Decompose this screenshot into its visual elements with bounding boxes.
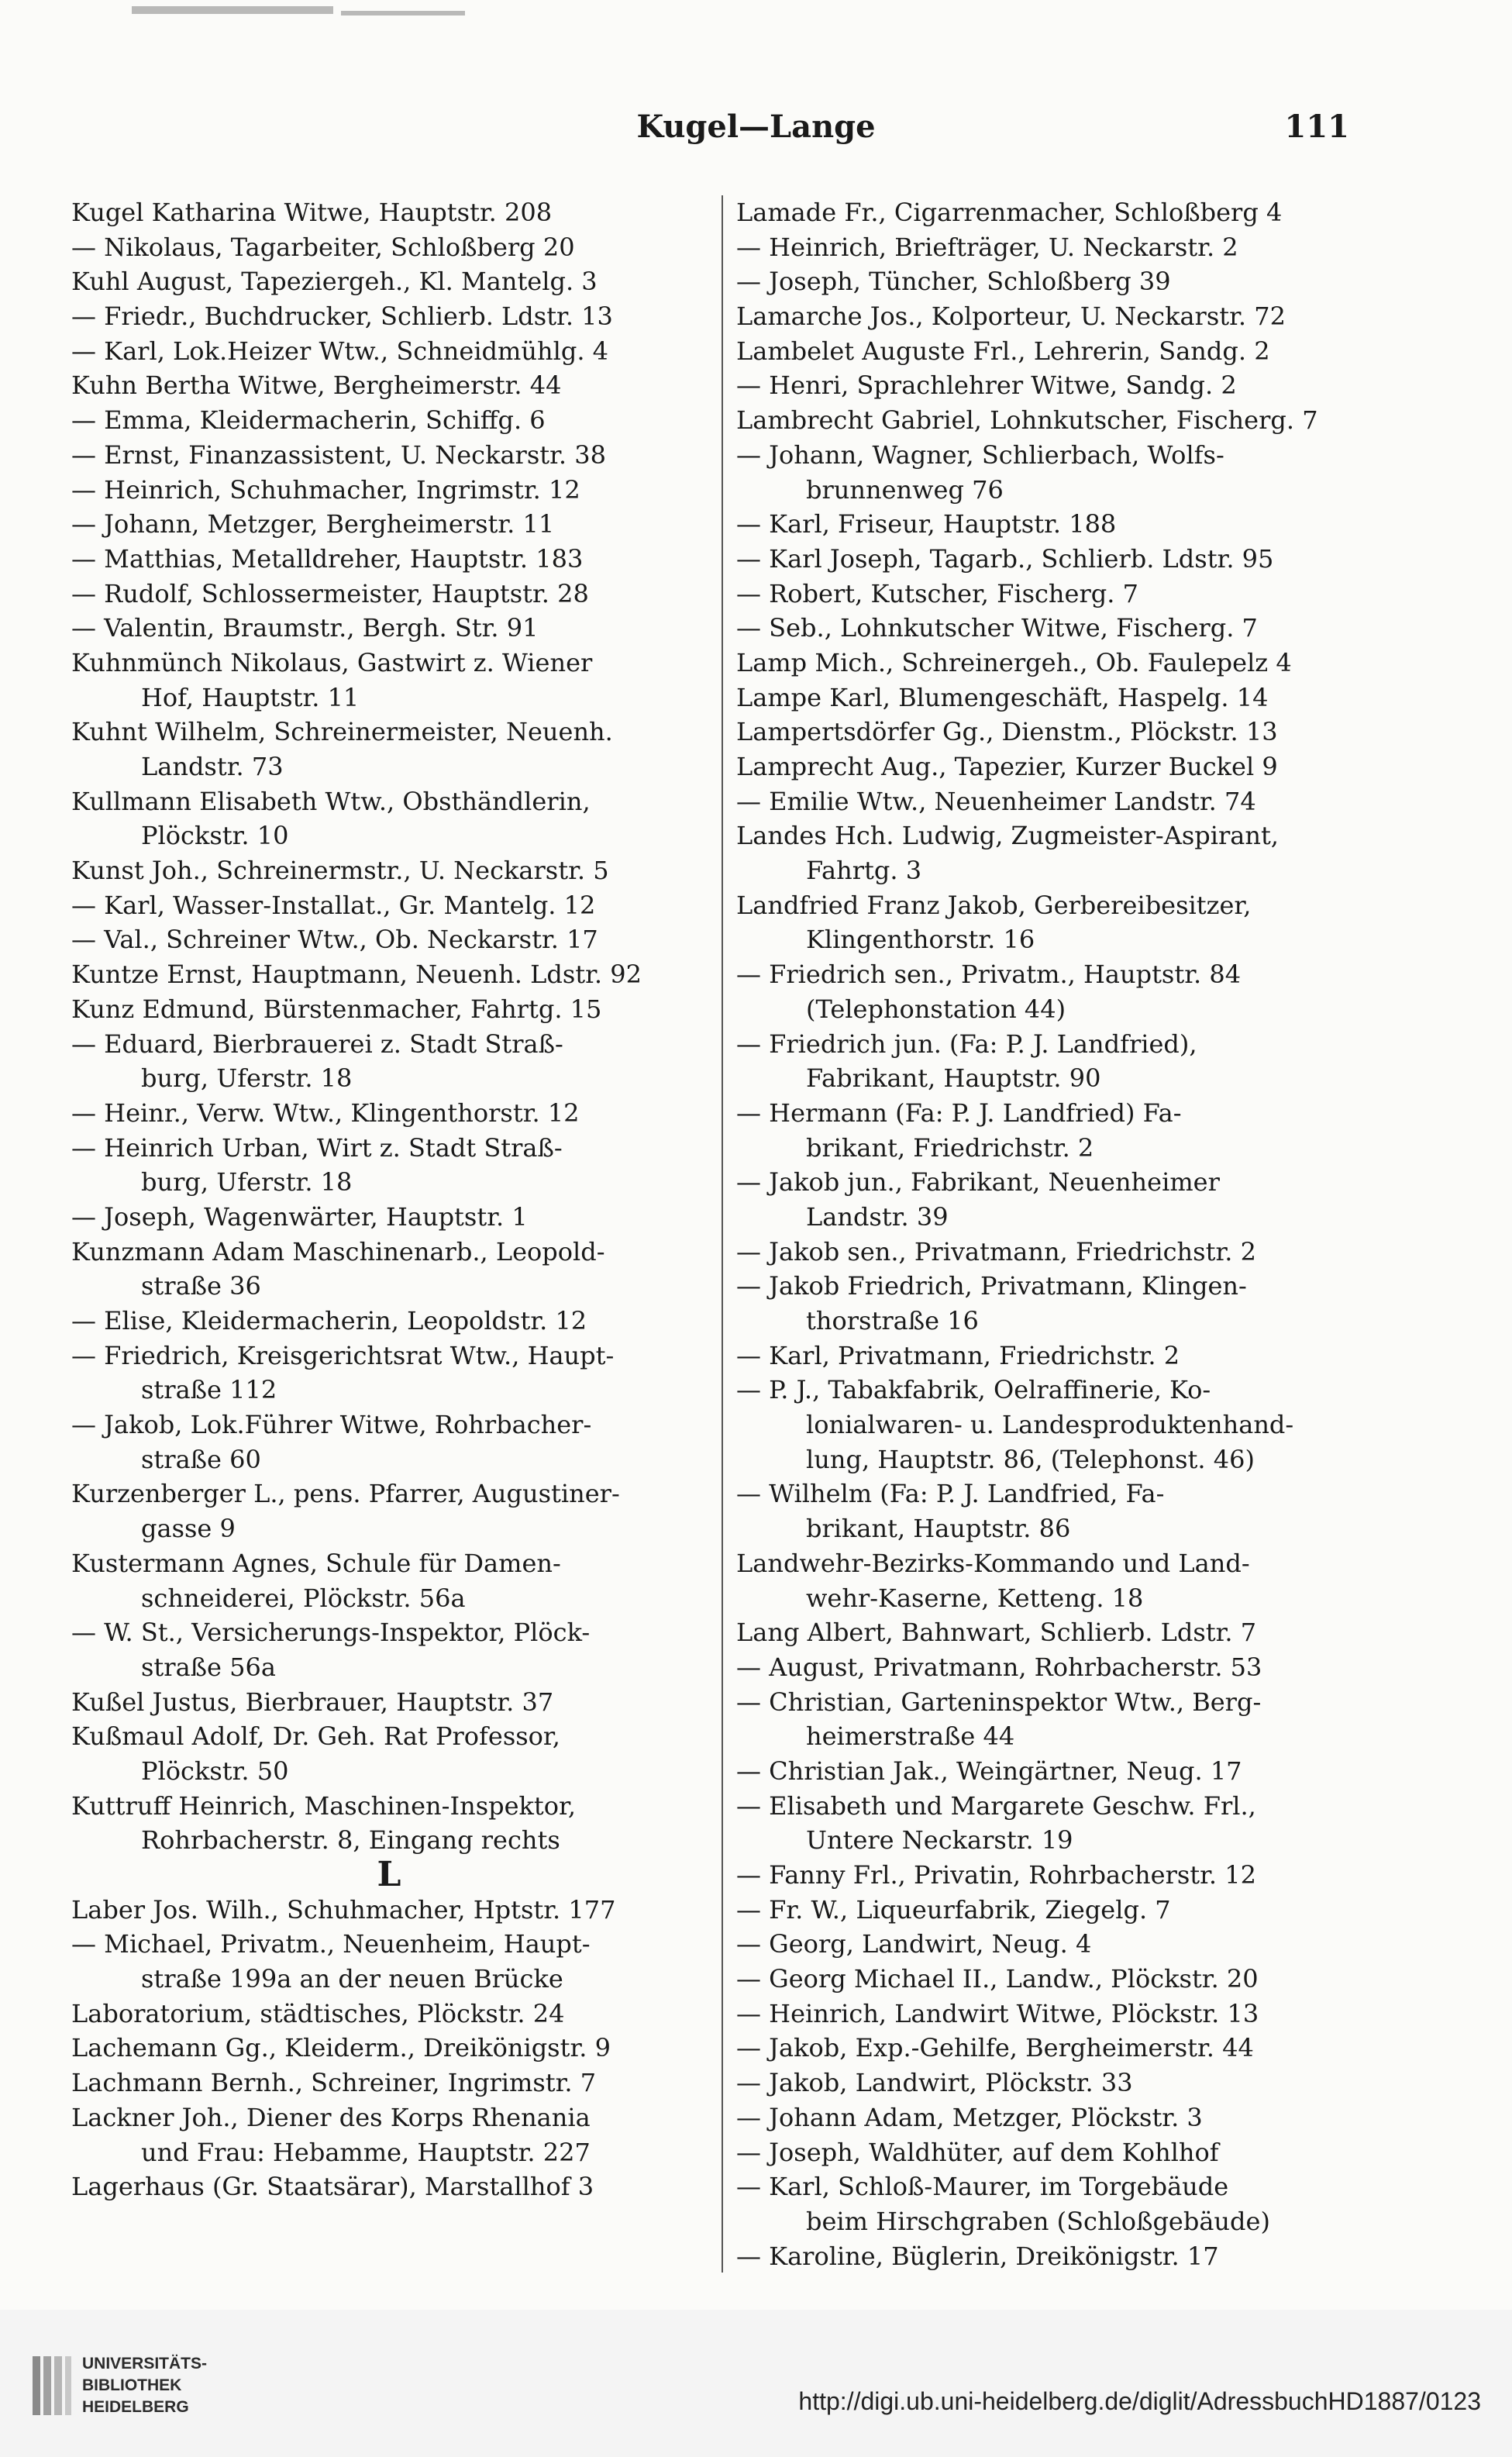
directory-entry-line: Kuhnt Wilhelm, Schreinermeister, Neuenh. [71,717,613,747]
directory-entry-line: — Georg, Landwirt, Neug. 4 [736,1929,1092,1959]
directory-entry-line: heimerstraße 44 [806,1721,1015,1752]
directory-entry-line: — Georg Michael II., Landw., Plöckstr. 20 [736,1964,1259,1994]
directory-entry-line: — Henri, Sprachlehrer Witwe, Sandg. 2 [736,370,1237,401]
directory-entry-line: straße 56a [141,1652,276,1682]
directory-entry-line: Landstr. 39 [806,1201,949,1232]
directory-entry-line: Kustermann Agnes, Schule für Damen- [71,1548,561,1578]
directory-entry-line: — Heinr., Verw. Wtw., Klingenthorstr. 12 [71,1098,580,1128]
directory-entry-line: — Heinrich, Landwirt Witwe, Plöckstr. 13 [736,1998,1259,2028]
directory-entry-line: — Friedrich sen., Privatm., Hauptstr. 84 [736,960,1242,990]
directory-entry-line: Lang Albert, Bahnwart, Schlierb. Ldstr. 7 [736,1618,1257,1648]
directory-entry-line: Rohrbacherstr. 8, Eingang rechts [141,1825,560,1856]
directory-entry-line: — Emilie Wtw., Neuenheimer Landstr. 74 [736,786,1256,816]
directory-entry-line: wehr-Kaserne, Ketteng. 18 [806,1583,1144,1613]
logo-line: BIBLIOTHEK [82,2376,182,2394]
directory-entry-line: Lampertsdörfer Gg., Dienstm., Plöckstr. 13 [736,717,1278,747]
directory-entry-line: schneiderei, Plöckstr. 56a [141,1583,466,1613]
directory-entry-line: — Valentin, Braumstr., Bergh. Str. 91 [71,613,539,643]
directory-entry-line: Fahrtg. 3 [806,856,922,886]
directory-entry-line: — Friedrich, Kreisgerichtsrat Wtw., Haupt- [71,1340,615,1370]
directory-entry-line: Lambrecht Gabriel, Lohnkutscher, Fischerg. 7 [736,405,1318,436]
scan-speck [132,6,333,14]
directory-entry-line: burg, Uferstr. 18 [141,1167,353,1197]
directory-entry-line: Kugel Katharina Witwe, Hauptstr. 208 [71,198,553,227]
directory-entry-line: — Nikolaus, Tagarbeiter, Schloßberg 20 [71,232,575,262]
directory-entry-line: — Friedr., Buchdrucker, Schlierb. Ldstr. 13 [71,302,613,332]
directory-entry-line: Lamp Mich., Schreinergeh., Ob. Faulepelz 4 [736,647,1292,677]
directory-entry-line: brunnenweg 76 [806,474,1004,505]
directory-entry-line: Lamade Fr., Cigarrenmacher, Schloßberg 4 [736,198,1283,227]
directory-entry-line: — Fanny Frl., Privatin, Rohrbacherstr. 12 [736,1860,1256,1890]
directory-entry-line: — Johann, Metzger, Bergheimerstr. 11 [71,509,555,539]
library-logo [31,2348,263,2426]
directory-entry-line: Lamprecht Aug., Tapezier, Kurzer Buckel 9 [736,752,1278,781]
library-logo-icon [31,2355,73,2417]
column-divider [722,195,723,2273]
directory-entry-line: Kuntze Ernst, Hauptmann, Neuenh. Ldstr. 92 [71,960,642,990]
logo-line: HEIDELBERG [82,2398,189,2416]
directory-entry-line: Landstr. 73 [141,752,284,781]
directory-entry-line: Hof, Hauptstr. 11 [141,682,360,712]
directory-entry-line: — Jakob, Landwirt, Plöckstr. 33 [736,2068,1133,2098]
directory-entry-line: — Michael, Privatm., Neuenheim, Haupt- [71,1929,591,1959]
directory-entry-line: — Karl, Friseur, Hauptstr. 188 [736,509,1117,539]
directory-entry-line: — Karl Joseph, Tagarb., Schlierb. Ldstr. 95 [736,543,1274,574]
directory-entry-line: Kunzmann Adam Maschinenarb., Leopold- [71,1236,605,1266]
directory-entry-line: — Rudolf, Schlossermeister, Hauptstr. 28 [71,578,589,608]
directory-entry-line: Kuhnmünch Nikolaus, Gastwirt z. Wiener [71,647,593,677]
directory-entry-line: straße 60 [141,1444,261,1474]
directory-entry-line: straße 112 [141,1375,277,1405]
directory-entry-line: gasse 9 [141,1514,236,1544]
directory-entry-line: Kuhl August, Tapeziergeh., Kl. Mantelg. 3 [71,267,598,297]
section-letter: L [377,1858,401,1893]
logo-line: UNIVERSITÄTS- [82,2355,208,2373]
directory-entry-line: lung, Hauptstr. 86, (Telephonst. 46) [806,1444,1255,1474]
directory-entry-line: — Fr. W., Liqueurfabrik, Ziegelg. 7 [736,1894,1171,1925]
directory-entry-line: — Johann Adam, Metzger, Plöckstr. 3 [736,2102,1203,2132]
directory-entry-line: Lampe Karl, Blumengeschäft, Haspelg. 14 [736,682,1269,712]
directory-entry-line: Plöckstr. 50 [141,1756,289,1786]
directory-entry-line: — Elise, Kleidermacherin, Leopoldstr. 12 [71,1306,587,1335]
directory-entry-line: — Karl, Privatmann, Friedrichstr. 2 [736,1340,1180,1370]
directory-entry-line: — Heinrich, Schuhmacher, Ingrimstr. 12 [71,474,580,505]
directory-entry-line: — P. J., Tabakfabrik, Oelraffinerie, Ko- [736,1375,1211,1405]
directory-entry-line: Laber Jos. Wilh., Schuhmacher, Hptstr. 177 [71,1894,616,1925]
directory-entry-line: Kunz Edmund, Bürstenmacher, Fahrtg. 15 [71,994,602,1024]
directory-entry-line: — Christian Jak., Weingärtner, Neug. 17 [736,1756,1242,1786]
directory-entry-line: — Karl, Lok.Heizer Wtw., Schneidmühlg. 4 [71,336,609,366]
directory-entry-line: burg, Uferstr. 18 [141,1063,353,1094]
directory-entry-line: — Heinrich, Briefträger, U. Neckarstr. 2 [736,232,1238,262]
directory-entry-line: straße 36 [141,1271,261,1301]
directory-entry-line: Lackner Joh., Diener des Korps Rhenania [71,2102,591,2132]
directory-entry-line: — Matthias, Metalldreher, Hauptstr. 183 [71,543,584,574]
page-number: 111 [1284,109,1349,145]
directory-entry-line: — Johann, Wagner, Schlierbach, Wolfs- [736,439,1224,470]
directory-entry-line: — Wilhelm (Fa: P. J. Landfried, Fa- [736,1479,1165,1509]
directory-entry-line: Laboratorium, städtisches, Plöckstr. 24 [71,1998,565,2028]
directory-entry-line: Kuttruff Heinrich, Maschinen-Inspektor, [71,1790,576,1821]
page-header [0,109,1512,155]
directory-entry-line: — W. St., Versicherungs-Inspektor, Plöck- [71,1618,591,1648]
directory-entry-line: Fabrikant, Hauptstr. 90 [806,1063,1101,1094]
directory-entry-line: Lachmann Bernh., Schreiner, Ingrimstr. 7 [71,2068,597,2098]
directory-entry-line: — Seb., Lohnkutscher Witwe, Fischerg. 7 [736,613,1258,643]
directory-entry-line: brikant, Hauptstr. 86 [806,1514,1071,1544]
directory-entry-line: Plöckstr. 10 [141,821,289,851]
directory-entry-line: Kußmaul Adolf, Dr. Geh. Rat Professor, [71,1721,560,1752]
directory-entry-line: — Val., Schreiner Wtw., Ob. Neckarstr. 17 [71,925,598,955]
directory-entry-line: Kuhn Bertha Witwe, Bergheimerstr. 44 [71,370,562,401]
directory-entry-line: Lagerhaus (Gr. Staatsärar), Marstallhof 3 [71,2172,594,2202]
source-url[interactable]: http://digi.ub.uni-heidelberg.de/diglit/AdressbuchHD1887/0123 [798,2387,1481,2415]
directory-entry-line: — Jakob Friedrich, Privatmann, Klingen- [736,1271,1247,1301]
directory-entry-line: — Joseph, Waldhüter, auf dem Kohlhof [736,2137,1219,2167]
directory-entry-line: Landwehr-Bezirks-Kommando und Land- [736,1548,1250,1578]
directory-entry-line: — Eduard, Bierbrauerei z. Stadt Straß- [71,1029,563,1059]
directory-entry-line: Kurzenberger L., pens. Pfarrer, Augustiner- [71,1479,620,1509]
directory-entry-line: Kußel Justus, Bierbrauer, Hauptstr. 37 [71,1687,554,1717]
directory-entry-line: — Jakob, Exp.-Gehilfe, Bergheimerstr. 44 [736,2033,1254,2063]
directory-entry-line: Lachemann Gg., Kleiderm., Dreikönigstr. 9 [71,2033,611,2063]
directory-entry-line: Untere Neckarstr. 19 [806,1825,1073,1856]
running-title: Kugel—Lange [636,109,876,145]
directory-entry-line: Landfried Franz Jakob, Gerbereibesitzer, [736,890,1252,920]
directory-entry-line: — Jakob sen., Privatmann, Friedrichstr. 2 [736,1236,1256,1266]
directory-entry-line: — Ernst, Finanzassistent, U. Neckarstr. 38 [71,439,606,470]
directory-entry-line: — Joseph, Wagenwärter, Hauptstr. 1 [71,1201,528,1232]
library-logo-text [82,2353,207,2418]
directory-entry-line: — Jakob jun., Fabrikant, Neuenheimer [736,1167,1220,1197]
directory-entry-line: — Karl, Schloß-Maurer, im Torgebäude [736,2172,1229,2202]
directory-entry-line: Kunst Joh., Schreinermstr., U. Neckarstr. 5 [71,856,609,886]
right-column [736,195,1372,2273]
directory-entry-line: brikant, Friedrichstr. 2 [806,1132,1094,1163]
footer-bar [0,2310,1512,2457]
directory-entry-line: — Karl, Wasser-Installat., Gr. Mantelg. 12 [71,890,596,920]
directory-entry-line: — Joseph, Tüncher, Schloßberg 39 [736,267,1171,297]
directory-entry-line: straße 199a an der neuen Brücke [141,1964,563,1994]
directory-entry-line: Landes Hch. Ludwig, Zugmeister-Aspirant, [736,821,1279,851]
directory-entry-line: Kullmann Elisabeth Wtw., Obsthändlerin, [71,786,591,816]
directory-entry-line: (Telephonstation 44) [806,994,1066,1024]
directory-entry-line: und Frau: Hebamme, Hauptstr. 227 [141,2137,591,2167]
directory-entry-line: lonialwaren- u. Landesproduktenhand- [806,1410,1294,1440]
directory-entry-line: — Christian, Garteninspektor Wtw., Berg- [736,1687,1262,1717]
directory-entry-line: — Heinrich Urban, Wirt z. Stadt Straß- [71,1132,563,1163]
directory-entry-line: — Jakob, Lok.Führer Witwe, Rohrbacher- [71,1410,592,1440]
directory-entry-line: — Elisabeth und Margarete Geschw. Frl., [736,1790,1256,1821]
directory-entry-line: Klingenthorstr. 16 [806,925,1035,955]
directory-entry-line: — August, Privatmann, Rohrbacherstr. 53 [736,1652,1262,1682]
left-column [71,195,707,2204]
directory-entry-line: — Emma, Kleidermacherin, Schiffg. 6 [71,405,546,436]
directory-entry-line: — Karoline, Büglerin, Dreikönigstr. 17 [736,2241,1219,2271]
directory-entry-line: Lamarche Jos., Kolporteur, U. Neckarstr. 72 [736,302,1286,332]
scan-speck [341,11,465,16]
directory-entry-line: beim Hirschgraben (Schloßgebäude) [806,2206,1270,2236]
directory-entry-line: — Hermann (Fa: P. J. Landfried) Fa- [736,1098,1182,1128]
directory-entry-line: Lambelet Auguste Frl., Lehrerin, Sandg. 2 [736,336,1270,366]
directory-entry-line: — Friedrich jun. (Fa: P. J. Landfried), [736,1029,1197,1059]
directory-entry-line: thorstraße 16 [806,1306,979,1335]
directory-entry-line: — Robert, Kutscher, Fischerg. 7 [736,578,1138,608]
